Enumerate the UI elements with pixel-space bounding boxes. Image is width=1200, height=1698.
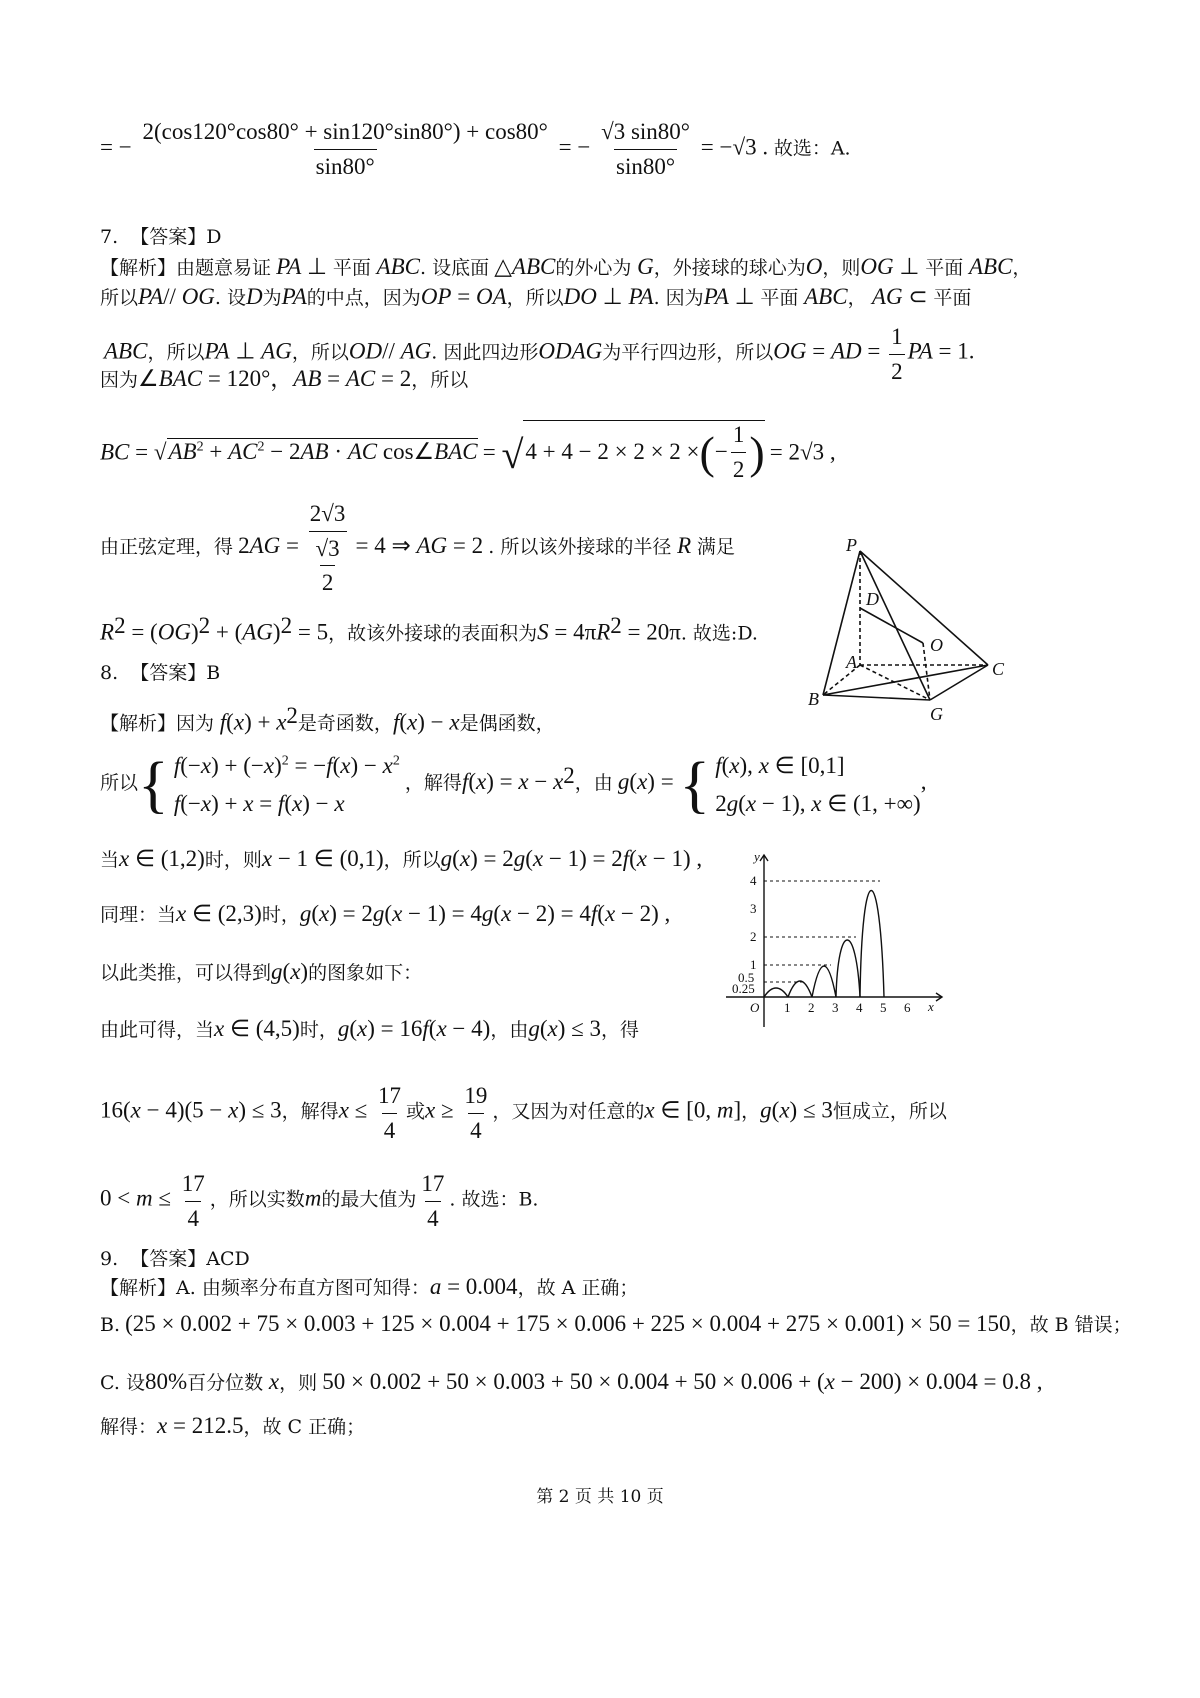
arch-0-1 [764,988,788,997]
y-tick-4: 4 [750,873,757,888]
label-D: D [866,589,879,609]
y-tick-025: 0.25 [732,981,755,996]
x-tick-1: 1 [784,1000,791,1015]
label-B: B [808,689,819,709]
page-footer: 第 2 页 共 10 页 [536,1487,664,1507]
edge-DO [860,608,923,643]
q9-line-a: 【解析】A. 由频率分布直方图可知得：a = 0.004，故 A 正确； [100,1274,639,1299]
q7-area: $R^2 = (OG)^2 + (AG)^2 = 5$，故该外接球的表面积为$S = 4\pi R^2 = 20\pi$. 故选:D. [100,613,758,645]
arch-2-3 [812,966,836,997]
q8-line-6: 由此可得，当x ∈ (4,5)时，g(x) = 16f(x − 4)，由g(x) ≤ 3，得 [100,1016,640,1041]
q7-header: 7. 【答案】D [100,226,222,248]
q6-final-expression: = − $\frac{2(\cos 120^\circ\cos 80^\circ + \sin 120^\circ\sin 80^\circ) + \cos 80^\circ}{\sin 80^\circ}$ = − $\frac{√3 \sin 80^\circ}{\sin 80^\circ}$ = −√3 . 故选：A. [100,119,851,179]
x-tick-5: 5 [880,1000,887,1015]
q7-sine-law: 由正弦定理，得 2AG = $\frac{2√3}{\frac{√3}{2}}$ = 4 ⇒ AG = 2 . 所以该外接球的半径 R 满足 [100,501,735,596]
arch-3-4 [836,940,860,997]
q8-line-5: 以此类推，可以得到g(x)的图象如下： [100,959,423,984]
y-label: y [754,849,760,864]
label-G: G [930,704,943,724]
q8-line-3: 当x ∈ (1,2)时，则x − 1 ∈ (0,1)，所以g(x) = 2g(x − 1) = 2f(x − 1) , [100,846,703,871]
q7-line-2: 所以PA// OG. 设D为PA的中点，因为OP = OA，所以DO ⊥ PA. 因为PA ⊥ 平面 ABC， AG ⊂ 平面 [100,284,972,309]
edge-BG [823,695,930,700]
label-O: O [930,635,943,655]
y-tick-05: 0.5 [738,970,755,985]
edge-PB [823,551,860,695]
label-A: A [846,652,857,672]
pyramid-figure [800,535,1040,725]
label-P: P [846,535,857,555]
x-tick-3: 3 [832,1000,839,1015]
q9-line-c: C. 设80%百分位数 x，则 50 × 0.002 + 50 × 0.003 + 50 × 0.004 + 50 × 0.006 + (x − 200) × 0.004 = 0.8 , [100,1369,1043,1394]
q8-line-1: 【解析】因为 $f(x) + x^2$是奇函数，f(x) − x是偶函数， [100,703,555,735]
x-tick-6: 6 [904,1000,911,1015]
y-tick-3: 3 [750,901,757,916]
x-tick-2: 2 [808,1000,815,1015]
q8-line-4: 同理：当x ∈ (2,3)时，g(x) = 2g(x − 1) = 4g(x − 2) = 4f(x − 2) , [100,901,671,926]
x-tick-4: 4 [856,1000,863,1015]
arch-1-2 [788,981,812,997]
arch-4-5 [860,891,884,998]
q9-line-b: B. (25 × 0.002 + 75 × 0.003 + 125 × 0.004 + 175 × 0.006 + 225 × 0.004 + 275 × 0.001) × 50 = 150，故 B 错误； [100,1311,1132,1336]
q7-line-1: 【解析】由题意易证 PA ⊥ 平面 ABC. 设底面 △ABC的外心为 G，外接球的球心为O，则OG ⊥ 平面 ABC， [100,254,1032,279]
q8-system: 所以{ $f(-x) + (-x)^2 = -f(x) - x^2$ f(−x) + x = f(x) − x ，解得$f(x) = x - x^2$，由 g(x) = { f(x), x ∈ [0,1] 2g(x − 1), x ∈ (1, +∞) , [100,748,927,820]
origin-label: O [750,1000,760,1015]
q9-header: 9. 【答案】ACD [100,1248,250,1270]
label-C: C [992,659,1005,679]
y-tick-1: 1 [750,957,757,972]
q9-line-d: 解得：x = 212.5，故 C 正确； [100,1413,366,1438]
q6-answer: 故选：A. [773,137,851,160]
q7-line-3: ABC，所以PA ⊥ AG，所以OD// AG. 因此四边形ODAG为平行四边形，所以OG = AD = $\frac{1}{2}$ PA = 1. [104,324,975,384]
q7-line-4: 因为∠BAC = 120°，AB = AC = 2，所以 [100,366,469,391]
q7-bc-formula: BC = $√AB^2 + AC^2 - 2AB$ · AC cos∠BAC = √4 + 4 − 2 × 2 × 2 × ( − $\frac{1}{2}$ ) = 2√3 , [100,422,836,482]
q8-header: 8. 【答案】B [100,662,221,684]
x-label: x [928,999,934,1014]
g-graph [720,845,950,1030]
edge-PC [860,551,988,665]
q8-line-8: 0 < m ≤ $\frac{17}{4}$ ，所以实数m的最大值为 $\frac{17}{4}$ . 故选：B. [100,1171,539,1231]
q8-line-7: 16(x − 4)(5 − x) ≤ 3，解得x ≤ $\frac{17}{4}$ 或x ≥ $\frac{19}{4}$ ，又因为对任意的x ∈ [0, m]，g(x) ≤ 3恒成立，所以 [100,1083,947,1143]
y-tick-2: 2 [750,929,757,944]
